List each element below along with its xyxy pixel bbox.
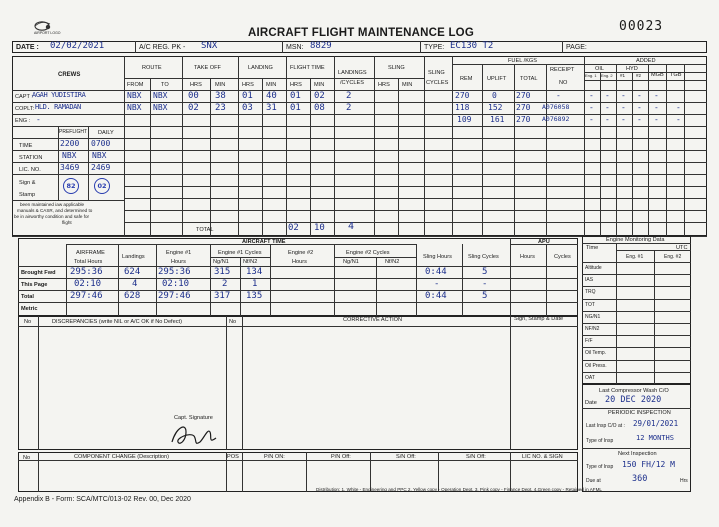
em-param-label: NG/N1 [585, 313, 601, 320]
takeoff-hrs: 02 [188, 103, 199, 113]
approval-stamp-icon [63, 178, 79, 194]
crew-role-capt: CAPT : [15, 94, 33, 100]
col-added: ADDED [636, 58, 656, 64]
mgb-value: - [654, 103, 659, 112]
em-utc: UTC [676, 245, 688, 251]
at-airframe-value: 297:46 [70, 291, 103, 301]
mgb-value: - [654, 115, 659, 124]
date-label: DATE : [16, 44, 39, 51]
oil-eng1: - [589, 103, 594, 112]
fuel-uplift: 161 [490, 115, 505, 124]
fuel-rem: 118 [455, 103, 470, 112]
crew-role-coplt: COPLT: [15, 106, 35, 112]
oil-eng2: - [605, 115, 610, 124]
col-uplift: UPLIFT [487, 76, 507, 82]
component-sn-off-label: S/N Off: [396, 454, 416, 460]
component-sn-off2-label: S/N Off: [466, 454, 486, 460]
component-pos-label: POS [227, 454, 239, 460]
em-time: Time [586, 245, 599, 251]
em-row-divider [582, 311, 691, 312]
fuel-total: 270 [516, 91, 531, 100]
stamp-a-text: 82 [66, 182, 76, 190]
em-row-divider [582, 335, 691, 336]
corrective-action-label: CORRECTIVE ACTION [343, 317, 403, 323]
at-sling-cycles-value: 5 [482, 291, 488, 301]
col-total: TOTAL [520, 76, 538, 82]
tgb-value: - [676, 115, 681, 124]
col-landings: LANDINGS [338, 70, 367, 76]
at-sling-hours: Sling Hours [423, 254, 452, 260]
col-hyd-1: #1 [620, 73, 626, 78]
stamp-b-text: 02 [97, 182, 107, 190]
acreg-value: SNX [201, 41, 218, 51]
tgb-value: - [676, 103, 681, 112]
col-receipt-1: RECEIPT [550, 67, 575, 73]
flight-min: 08 [314, 103, 325, 113]
at-eng1-ng: Ng/N1 [213, 259, 229, 265]
at-row-label: Metric [21, 306, 38, 312]
col-hyd: HYD [626, 66, 638, 72]
col-ft-min: MIN [314, 82, 325, 88]
col-sling-min: MIN [402, 82, 413, 88]
col-sling-hrs: HRS [378, 82, 390, 88]
at-row-label: Brought Fwd [21, 270, 56, 276]
airworthy-note-3: be in airworthy condition and safe for [14, 214, 90, 219]
last-insp-value: 29/01/2021 [633, 419, 679, 428]
at-airframe: AIRFRAME [76, 250, 105, 256]
preflight-label: PREFLIGHT [59, 129, 88, 135]
next-insp-header: Next Inspection [618, 451, 657, 457]
at-sling-cycles-value: - [482, 279, 488, 289]
em-eng2: Eng. #2 [664, 254, 682, 260]
em-param-label: Oil Press. [585, 362, 607, 369]
station-preflight: NBX [62, 151, 77, 160]
takeoff-hrs: 00 [188, 91, 199, 101]
oil-eng1: - [589, 115, 594, 124]
at-ng-value: 2 [222, 279, 228, 289]
em-header: Engine Monitoring Data [606, 237, 665, 243]
at-landings-value: 4 [132, 279, 138, 289]
aircraft-time-header: AIRCRAFT TIME [242, 239, 286, 245]
col-mgb: MGB [651, 72, 664, 78]
crew-to: NBX [153, 103, 168, 112]
fuel-total: 270 [516, 103, 531, 112]
col-to-min: MIN [215, 82, 226, 88]
fuel-uplift: 0 [492, 91, 497, 100]
crew-role-eng: ENG : [15, 118, 31, 124]
em-param-label: TOT [585, 301, 595, 308]
col-sling-cycles-1: SLING [428, 70, 445, 76]
fuel-rem: 270 [455, 91, 470, 100]
discrepancies-label: DISCREPANCIES (write NIL or A/C OK if No Defect) [52, 319, 182, 325]
em-eng1: Eng. #1 [626, 254, 644, 260]
fuel-total: 270 [516, 115, 531, 124]
landing-min: 40 [266, 91, 277, 101]
col-rem: REM [460, 76, 473, 82]
landing-hrs: 03 [242, 103, 253, 113]
at-apu-hours: Hours [520, 254, 535, 260]
at-eng2: Engine #2 [288, 250, 314, 256]
due-label: Due at [586, 478, 601, 484]
em-param-label: IAS [585, 277, 594, 284]
at-eng1-cycles: Engine #1 Cycles [218, 250, 262, 256]
at-eng1-hours: Hours [171, 259, 186, 265]
sign-stamp-date-label: Sign, Stamp & Date [514, 316, 564, 322]
total-landings: 4 [348, 221, 355, 232]
fuel-uplift: 152 [488, 103, 503, 112]
col-to: TO [161, 82, 169, 88]
doc-number: 00023 [619, 19, 664, 34]
flight-hrs: 01 [290, 103, 301, 113]
date-value: 02/02/2021 [50, 41, 105, 51]
due-value: 360 [632, 474, 648, 484]
compressor-date-value: 20 DEC 2020 [605, 395, 662, 405]
at-eng1-value: 297:46 [158, 291, 191, 301]
last-insp-label: Last Insp C/O at : [586, 423, 625, 429]
col-fuel: FUEL /KGS [508, 58, 538, 64]
col-route: ROUTE [142, 65, 162, 71]
component-pn-off-label: P/N Off: [331, 454, 351, 460]
next-type-value: 150 FH/12 M [622, 460, 675, 469]
at-apu-cycles: Cycles [554, 254, 571, 260]
col-oil-eng1: Eng. 1 [585, 73, 597, 78]
at-eng1-value: 295:36 [158, 267, 191, 277]
landings-value: 2 [346, 91, 352, 101]
em-row-divider [582, 323, 691, 324]
at-sling-hours-value: 0:44 [425, 267, 447, 277]
airworthy-note-1: been maintained iaw applicable [20, 202, 85, 207]
time-label: TIME [19, 143, 33, 149]
em-row-divider [582, 274, 691, 275]
approval-stamp-icon [94, 178, 110, 194]
time-preflight: 2200 [60, 139, 80, 148]
col-ld-min: MIN [266, 82, 277, 88]
col-receipt-2: NO [559, 80, 568, 86]
at-sling-cycles-value: 5 [482, 267, 488, 277]
at-row-label: Total [21, 294, 34, 300]
airworthy-note-2: manuals & CASR, and determined to [17, 208, 93, 213]
crew-from: NBX [127, 103, 142, 112]
em-row-divider [582, 360, 691, 361]
takeoff-min: 23 [215, 103, 226, 113]
hyd-2: - [637, 103, 642, 112]
station-daily: NBX [92, 151, 107, 160]
em-row-divider [582, 347, 691, 348]
flight-hrs: 01 [290, 91, 301, 101]
at-apu: APU [538, 239, 550, 245]
col-sling: SLING [388, 65, 405, 71]
crew-to: NBX [153, 91, 168, 100]
col-flight-time: FLIGHT TIME [290, 65, 325, 71]
fuel-receipt: A076892 [542, 115, 570, 123]
at-landings: Landings [122, 254, 145, 260]
col-oil-eng2: Eng. 2 [601, 73, 613, 78]
at-eng2-ng: Ng/N1 [343, 259, 359, 265]
at-eng1: Engine #1 [166, 250, 192, 256]
col-ft-hrs: HRS [290, 82, 302, 88]
total-min: 10 [314, 223, 325, 233]
daily-label: DAILY [98, 130, 114, 136]
page-label: PAGE: [566, 44, 587, 51]
col-to-hrs: HRS [190, 82, 202, 88]
em-param-label: Oil Temp. [585, 350, 607, 357]
due-hrs-label: Hrs [680, 478, 688, 484]
col-tgb: TGB [670, 72, 682, 78]
msn-value: 8829 [310, 41, 332, 51]
action-no-label: No [229, 319, 237, 325]
takeoff-min: 38 [215, 91, 226, 101]
col-crews: CREWS [58, 72, 81, 78]
at-eng1-nf: Nf/N2 [243, 259, 258, 265]
company-logo [30, 18, 68, 40]
col-landing: LANDING [248, 65, 273, 71]
crew-from: NBX [127, 91, 142, 100]
at-eng2-cycles: Engine #2 Cycles [346, 250, 390, 256]
at-sling-cycles: Sling Cycles [468, 254, 499, 260]
defects-table [18, 316, 578, 450]
at-nf-value: 134 [246, 267, 263, 277]
oil-eng2: - [605, 103, 610, 112]
compressor-date-label: Date [585, 400, 597, 406]
component-pn-on-label: P/N ON: [264, 454, 285, 460]
hyd-1: - [621, 103, 626, 112]
lic-preflight: 3469 [60, 163, 80, 172]
at-nf-value: 135 [246, 291, 263, 301]
acreg-label: A/C REG. PK - [139, 44, 186, 51]
col-from: FROM [127, 82, 144, 88]
logo-text: AIRPORT LOGO [34, 31, 61, 35]
em-param-label: OAT [585, 374, 595, 381]
station-label: STATION [19, 155, 43, 161]
periodic-header: PERIODIC INSPECTION [608, 410, 671, 416]
airworthy-note-4: flight [62, 220, 72, 225]
col-oil: OIL [595, 66, 605, 72]
type-label: TYPE: [424, 44, 445, 51]
oil-eng2: - [605, 91, 610, 100]
oil-eng1: - [589, 91, 594, 100]
hyd-2: - [637, 91, 642, 100]
mgb-value: - [654, 91, 659, 100]
total-label: TOTAL [196, 227, 214, 233]
at-sling-hours-value: 0:44 [425, 291, 447, 301]
page-title: AIRCRAFT FLIGHT MAINTENANCE LOG [248, 27, 474, 39]
next-type-label: Type of Insp [586, 464, 614, 470]
type-value: EC130 T2 [450, 41, 494, 51]
distribution-note: Distribution: 1. White - Engineering and PPC 2. Yellow copy - Operation Dept. 3. Pink copy - Finance Dept. 4.Green copy - Retained in AFML [316, 487, 602, 492]
lic-label: LIC. NO. [19, 167, 41, 173]
lic-daily: 2469 [91, 163, 111, 172]
at-airframe-value: 295:36 [70, 267, 103, 277]
header-strip [12, 41, 707, 53]
em-param-label: Altitude [585, 265, 602, 271]
col-cycles: /CYCLES [340, 80, 364, 86]
col-hyd-2: #2 [636, 73, 642, 78]
component-no-label: No [23, 455, 31, 461]
hyd-1: - [621, 91, 626, 100]
col-sling-cycles-2: CYCLES [426, 80, 449, 86]
fuel-receipt: - [556, 91, 561, 100]
em-row-divider [582, 299, 691, 300]
at-ng-value: 317 [214, 291, 231, 301]
at-ng-value: 315 [214, 267, 231, 277]
flight-min: 02 [314, 91, 325, 101]
crew-name-coplt: HLD. RAMADAN [35, 103, 81, 111]
component-change-label: COMPONENT CHANGE (Description) [74, 454, 170, 460]
at-landings-value: 624 [124, 267, 141, 277]
crew-name-capt: AGAH YUDISTIRA [32, 91, 86, 99]
col-ld-hrs: HRS [242, 82, 254, 88]
em-param-label: F/F [585, 338, 593, 345]
em-row-divider [582, 372, 691, 373]
insp-type-label: Type of Insp [586, 438, 614, 444]
at-eng2-nf: Nf/N2 [385, 259, 400, 265]
at-landings-value: 628 [124, 291, 141, 301]
at-sling-hours-value: - [434, 279, 440, 289]
em-param-label: NF/N2 [585, 326, 600, 332]
landings-value: 2 [346, 103, 352, 113]
crew-name-eng: - [36, 115, 41, 124]
defect-no-label: No [24, 319, 32, 325]
em-row-divider [582, 286, 691, 287]
total-hrs: 02 [288, 223, 299, 233]
msn-label: MSN: [286, 44, 304, 51]
at-row-label: This Page [21, 282, 48, 288]
em-param-label: TRQ [585, 289, 596, 296]
captain-signature-icon [164, 418, 224, 450]
hyd-1: - [621, 115, 626, 124]
form-reference: Appendix B - Form: SCA/MTC/013-02 Rev. 00, Dec 2020 [14, 496, 191, 503]
compressor-header: Last Compressor Wash C/O [599, 388, 669, 394]
component-lic-sign-label: LIC NO. & SIGN [522, 454, 563, 460]
hyd-2: - [637, 115, 642, 124]
landing-min: 31 [266, 103, 277, 113]
at-airframe-value: 02:10 [74, 279, 102, 289]
landing-hrs: 01 [242, 91, 253, 101]
col-takeoff: TAKE OFF [194, 65, 221, 71]
stamp-label: Stamp [19, 192, 36, 198]
time-daily: 0700 [91, 139, 111, 148]
at-nf-value: 1 [252, 279, 258, 289]
fuel-receipt: A076058 [542, 103, 570, 111]
at-eng2-hours: Hours [292, 259, 307, 265]
at-eng1-value: 02:10 [162, 279, 190, 289]
capt-signature-label: Capt. Signature [174, 415, 213, 421]
fuel-rem: 109 [457, 115, 472, 124]
at-total-hours: Total Hours [74, 259, 103, 265]
insp-type-value: 12 MONTHS [636, 434, 674, 442]
sign-label: Sign & [19, 180, 36, 186]
